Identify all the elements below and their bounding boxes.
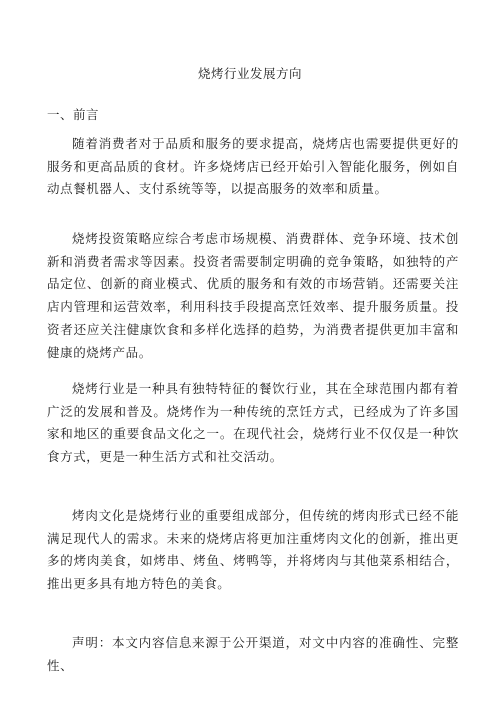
paragraph: 随着消费者对于品质和服务的要求提高，烧烤店也需要提供更好的服务和更高品质的食材。许多烧烤店已经开始引入智能化服务，例如自动点餐机器人、支付系统等等，以提高服务的效率和质量。	[47, 136, 459, 197]
paragraph: 烤肉文化是烧烤行业的重要组成部分，但传统的烤肉形式已经不能满足现代人的需求。未来的烧烤店将更加注重烤肉文化的创新，推出更多的烤肉美食，如烤串、烤鱼、烤鸭等，并将烤肉与其他菜系相结合，推出更多具有地方特色的美食。	[47, 508, 459, 592]
paragraph: 烧烤行业是一种具有独特特征的餐饮行业，其在全球范围内都有着广泛的发展和普及。烧烤作为一种传统的烹饪方式，已经成为了许多国家和地区的重要食品文化之一。在现代社会，烧烤行业不仅仅是一种饮食方式，更是一种生活方式和社交活动。	[47, 381, 459, 465]
document-title: 烧烤行业发展方向	[197, 66, 302, 81]
disclaimer-paragraph: 声明：本文内容信息来源于公开渠道，对文中内容的准确性、完整性、	[47, 635, 459, 673]
paragraph: 烧烤投资策略应综合考虑市场规模、消费群体、竞争环境、技术创新和消费者需求等因素。投资者需要制定明确的竞争策略，如独特的产品定位、创新的商业模式、优质的服务和有效的市场营销。还需要关注店内管理和运营效率，利用科技手段提高烹饪效率、提升服务质量。投资者还应关注健康饮食和多样化选择的趋势，为消费者提供更加丰富和健康的烧烤产品。	[47, 231, 459, 360]
section-heading: 一、前言	[47, 107, 100, 122]
